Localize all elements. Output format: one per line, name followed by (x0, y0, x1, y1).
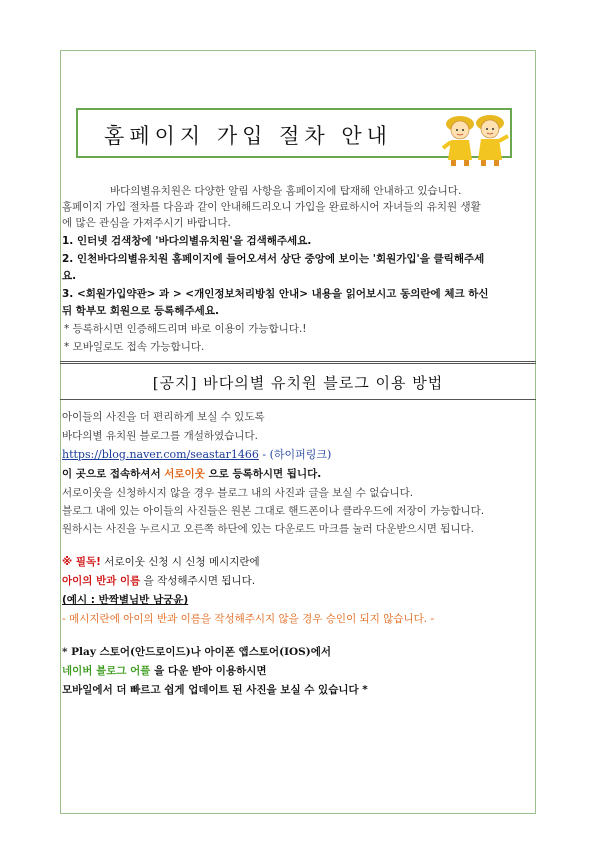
intro-line-1: 바다의별유치원은 다양한 알림 사항을 홈페이지에 탑재해 안내하고 있습니다. (110, 185, 462, 197)
section-title: [공지] 바다의별 유치원 블로그 이용 방법 (152, 374, 444, 392)
step-3-line-1: 3. <회원가입약관> 과 > <개인정보처리방침 안내> 내용을 읽어보시고 동의란에 체크 하신 (62, 288, 489, 300)
app-line-2-post: 을 다운 받아 이용하시면 (150, 665, 267, 677)
must-read-line (62, 554, 260, 571)
register-highlight: 서로이웃 (164, 468, 205, 480)
register-pre: 이 곳으로 접속하셔서 (62, 468, 165, 480)
blog-intro-line-1: 아이들의 사진을 더 편리하게 보실 수 있도록 (62, 411, 265, 423)
blog-url-row (62, 446, 331, 463)
note-1: * 등록하시면 인증해드리며 바로 이용이 가능합니다.! (64, 323, 307, 335)
note-2: * 모바일로도 접속 가능합니다. (64, 341, 205, 353)
intro-line-2: 홈페이지 가입 절차를 다음과 같이 안내해드리오니 가입을 완료하시어 자녀들의 유치원 생활 (62, 201, 481, 213)
must-read-label: ※ 필독! (62, 556, 101, 568)
blog-link[interactable]: https://blog.naver.com/seastar1466 (62, 448, 259, 461)
app-name-highlight: 네이버 블로그 어플 (62, 665, 151, 677)
register-line (62, 466, 321, 483)
page-title: 홈페이지 가입 절차 안내 (104, 124, 392, 148)
class-name-line (62, 573, 255, 590)
double-divider (60, 361, 536, 364)
warning-line: - 메시지란에 아이의 반과 이름을 작성해주시지 않을 경우 승인이 되지 않습니다. - (62, 613, 435, 625)
kids-mascot-icon (438, 110, 514, 168)
section-divider (60, 399, 536, 400)
hyperlink-note: - (하이퍼링크) (258, 448, 332, 461)
class-name-post: 을 작성해주시면 됩니다. (140, 575, 256, 587)
app-line-3: 모바일에서 더 빠르고 쉽게 업데이트 된 사진을 보실 수 있습니다 * (62, 684, 368, 696)
must-read-text: 서로이웃 신청 시 신청 메시지란에 (100, 556, 260, 568)
register-post: 으로 등록하시면 됩니다. (204, 468, 322, 480)
info-line-2: 블로그 내에 있는 아이들의 사진들은 원본 그대로 핸드폰이나 클라우드에 저장이 가능합니다. (62, 505, 485, 517)
example-line: (예시 : 반짝별님반 남궁윤) (62, 594, 189, 606)
app-line-2 (62, 663, 267, 680)
class-name-highlight: 아이의 반과 이름 (62, 575, 141, 587)
step-1: 1. 인터넷 검색창에 '바다의별유치원'을 검색해주세요. (62, 235, 312, 247)
step-3-line-2: 뒤 학부모 회원으로 등록해주세요. (62, 305, 219, 317)
info-line-3: 원하시는 사진을 누르시고 오른쪽 하단에 있는 다운로드 마크를 눌러 다운받으시면 됩니다. (62, 523, 475, 535)
blog-intro-line-2: 바다의별 유치원 블로그를 개설하였습니다. (62, 430, 258, 442)
step-2-line-1: 2. 인천바다의별유치원 홈페이지에 들어오셔서 상단 중앙에 보이는 '회원가입'을 클릭해주세 (62, 253, 485, 265)
intro-line-3: 에 많은 관심을 가져주시기 바랍니다. (62, 217, 231, 229)
app-line-1: * Play 스토어(안드로이드)나 아이폰 앱스토어(IOS)에서 (62, 646, 331, 658)
info-line-1: 서로이웃을 신청하시지 않을 경우 블로그 내의 사진과 글을 보실 수 없습니다. (62, 487, 414, 499)
step-2-line-2: 요. (62, 270, 77, 282)
